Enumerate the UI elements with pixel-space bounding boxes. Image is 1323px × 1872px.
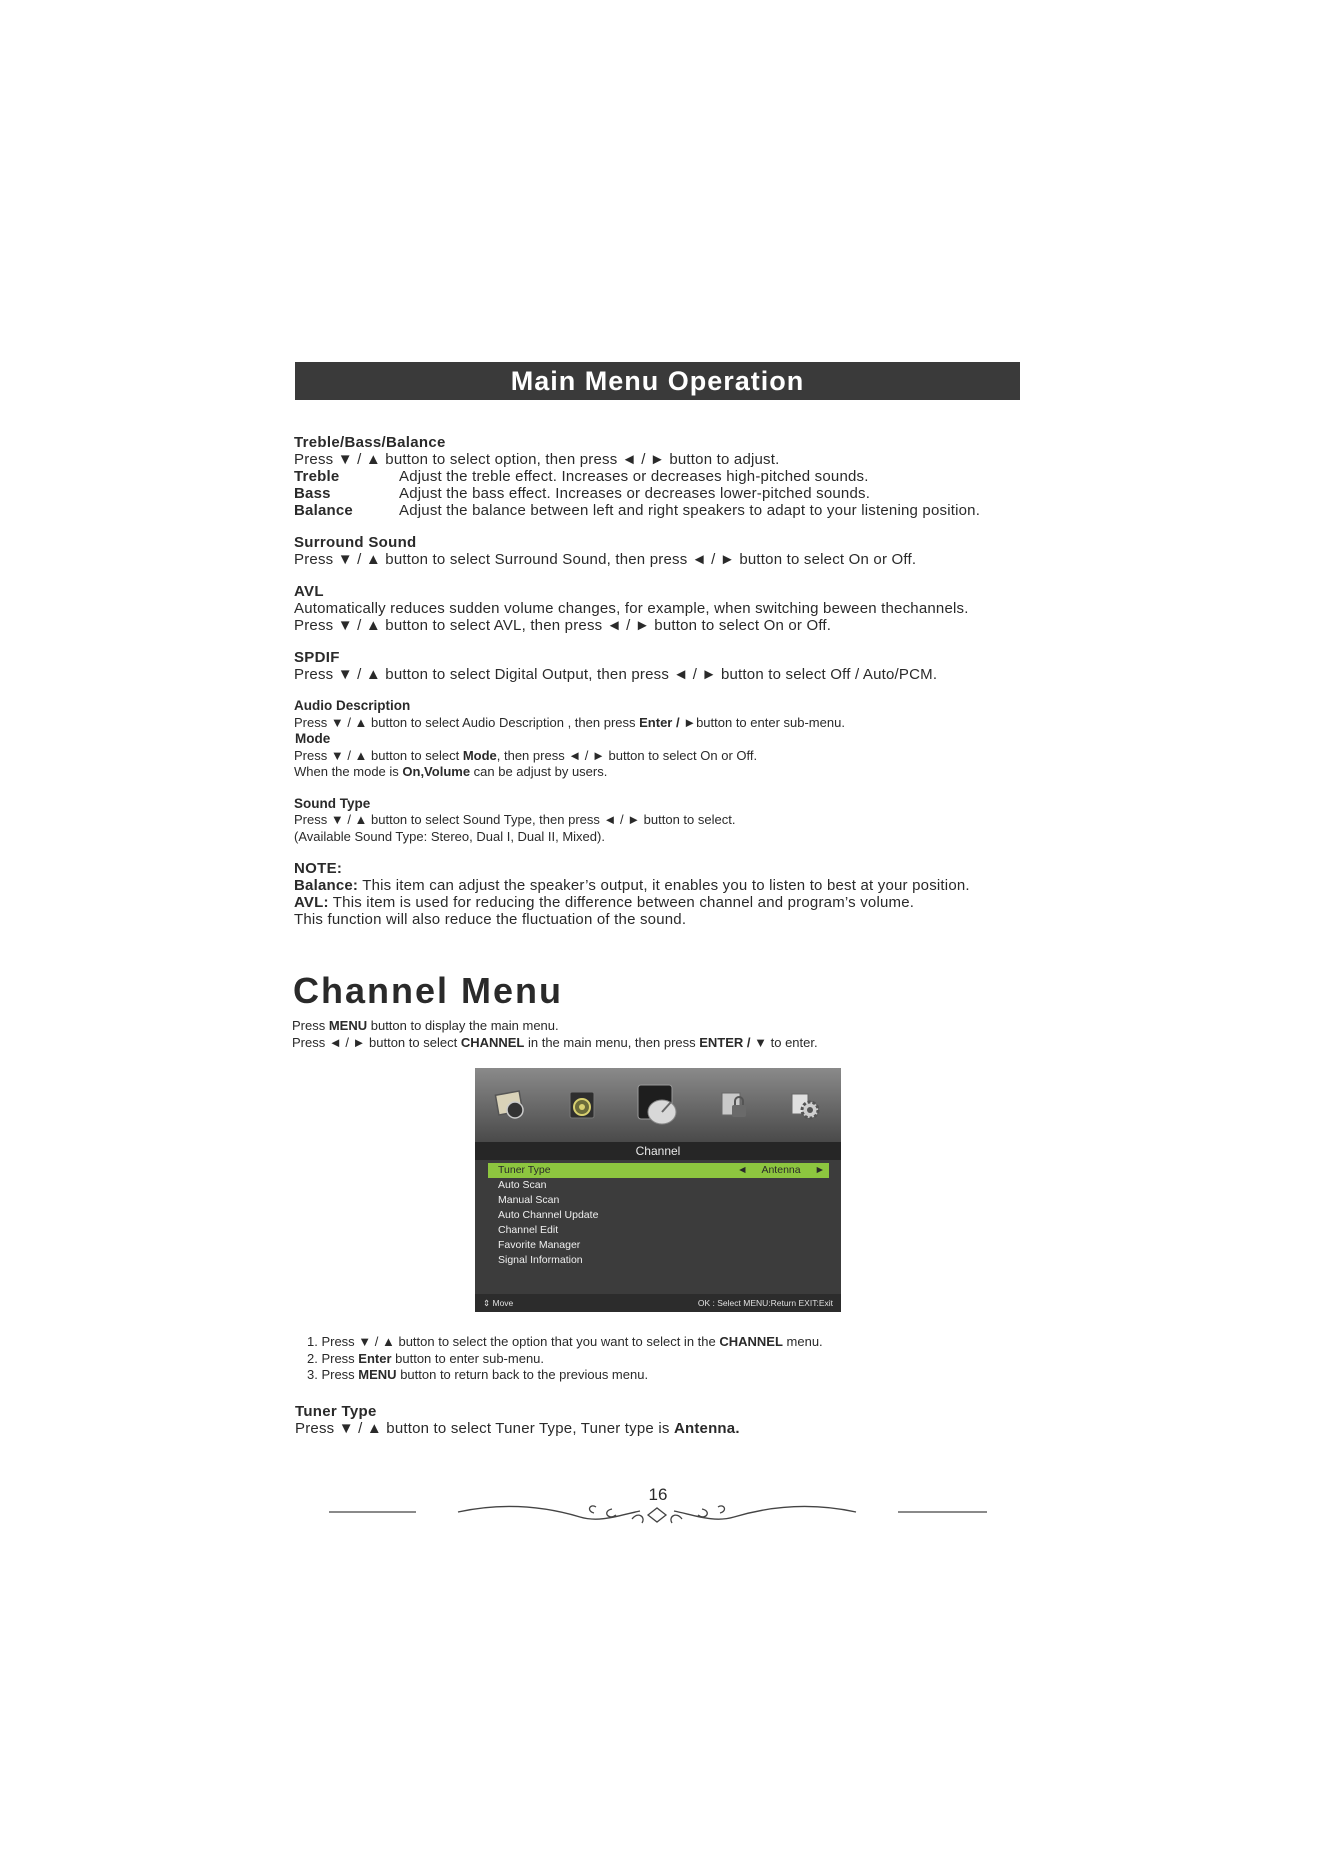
instruction-text: Press ◄ / ► button to select CHANNEL in the main menu, then press ENTER / ▼ to enter. bbox=[292, 1034, 818, 1050]
audio-settings-content bbox=[294, 434, 1034, 928]
note-section bbox=[294, 860, 1034, 928]
instruction-text: Press ▼ / ▲ button to select AVL, then press ◄ / ► button to select On or Off. bbox=[294, 617, 832, 634]
right-arrow-icon: ► bbox=[814, 1164, 825, 1176]
step-item: 1. Press ▼ / ▲ button to select the option that you want to select in the CHANNEL menu. bbox=[307, 1334, 823, 1349]
description-text: When the mode is On,Volume can be adjust by users. bbox=[294, 764, 608, 779]
tv-menu-item-auto-channel-update[interactable]: Auto Channel Update bbox=[498, 1209, 599, 1221]
tv-menu-item-label: Tuner Type bbox=[498, 1164, 551, 1176]
note-text: This function will also reduce the fluctuation of the sound. bbox=[294, 911, 687, 928]
description-text: (Available Sound Type: Stereo, Dual I, Dual II, Mixed). bbox=[294, 828, 605, 844]
instruction-text: Press ▼ / ▲ button to select Surround Sound, then press ◄ / ► button to select On or Off. bbox=[294, 551, 917, 568]
tv-menu-list bbox=[475, 1160, 841, 1268]
surround-sound-section bbox=[294, 534, 1034, 568]
section-header-bar: Main Menu Operation bbox=[295, 362, 1020, 400]
page-number: 16 bbox=[648, 1485, 668, 1504]
audio-description-section bbox=[294, 698, 1034, 781]
definition-row bbox=[294, 468, 1034, 485]
definition-text: Adjust the balance between left and right speakers to adapt to your listening position. bbox=[399, 502, 981, 519]
setup-gear-icon bbox=[787, 1087, 823, 1123]
definition-label: Bass bbox=[294, 485, 331, 502]
tv-menu-item-auto-scan[interactable]: Auto Scan bbox=[498, 1179, 547, 1191]
instruction-text: Press ▼ / ▲ button to select Mode, then press ◄ / ► button to select On or Off. bbox=[294, 747, 758, 763]
section-heading: Surround Sound bbox=[294, 534, 417, 551]
section-heading: Sound Type bbox=[294, 795, 371, 811]
instruction-text: Press ▼ / ▲ button to select option, then press ◄ / ► button to adjust. bbox=[294, 451, 780, 468]
channel-menu-title: Channel Menu bbox=[293, 970, 564, 1011]
menu-icon-bar bbox=[475, 1068, 841, 1142]
instruction-text: Press MENU button to display the main menu. bbox=[292, 1018, 559, 1033]
definition-row bbox=[294, 502, 1034, 519]
tv-menu-item-favorite-manager[interactable]: Favorite Manager bbox=[498, 1239, 581, 1251]
spdif-section bbox=[294, 649, 1034, 683]
definition-label: Treble bbox=[294, 468, 340, 485]
tuner-type-value bbox=[737, 1163, 825, 1178]
definition-text: Adjust the treble effect. Increases or decreases high-pitched sounds. bbox=[399, 468, 869, 485]
tv-channel-menu-screenshot bbox=[475, 1068, 841, 1312]
instruction-text: Press ▼ / ▲ button to select Tuner Type, Tuner type is Antenna. bbox=[295, 1420, 740, 1437]
tv-menu-item-channel-edit[interactable]: Channel Edit bbox=[498, 1224, 559, 1236]
definition-label: Balance bbox=[294, 502, 353, 519]
instruction-text: Press ▼ / ▲ button to select Audio Description , then press Enter / ►button to enter sub-menu. bbox=[294, 714, 845, 730]
treble-bass-balance-section bbox=[294, 434, 1034, 519]
footer-move-hint: ⇕ Move bbox=[483, 1298, 514, 1308]
lock-icon bbox=[716, 1087, 752, 1123]
section-heading: Tuner Type bbox=[295, 1403, 377, 1420]
section-heading: AVL bbox=[294, 583, 324, 600]
tv-menu-footer bbox=[475, 1294, 841, 1312]
sound-type-section bbox=[294, 796, 1034, 846]
channel-intro bbox=[292, 1018, 818, 1051]
tv-menu-item-manual-scan[interactable]: Manual Scan bbox=[498, 1194, 560, 1206]
description-text: Automatically reduces sudden volume changes, for example, when switching beween thechannels. bbox=[294, 600, 969, 617]
tuner-type-value-text: Antenna bbox=[761, 1164, 801, 1176]
channel-icon bbox=[635, 1082, 681, 1128]
instruction-text: Press ▼ / ▲ button to select Sound Type, then press ◄ / ► button to select. bbox=[294, 812, 736, 827]
note-balance: Balance: This item can adjust the speaker’s output, it enables you to listen to best at your position. bbox=[294, 877, 970, 894]
section-heading: Audio Description bbox=[294, 698, 411, 713]
tv-menu-item-signal-information[interactable]: Signal Information bbox=[498, 1254, 583, 1266]
left-arrow-icon: ◄ bbox=[737, 1164, 748, 1176]
step-item: 2. Press Enter button to enter sub-menu. bbox=[307, 1350, 545, 1366]
note-avl: AVL: This item is used for reducing the difference between channel and program’s volume. bbox=[294, 894, 915, 911]
section-heading: SPDIF bbox=[294, 649, 340, 666]
picture-icon bbox=[493, 1087, 529, 1123]
section-heading: Treble/Bass/Balance bbox=[294, 434, 446, 451]
tv-menu-title: Channel bbox=[475, 1142, 841, 1160]
footer-key-hints: OK : Select MENU:Return EXIT:Exit bbox=[697, 1298, 833, 1308]
mode-heading: Mode bbox=[295, 731, 331, 746]
instruction-text: Press ▼ / ▲ button to select Digital Output, then press ◄ / ► button to select Off / Auto/PCM. bbox=[294, 666, 938, 683]
tuner-type-section bbox=[295, 1403, 740, 1437]
avl-section bbox=[294, 583, 1034, 634]
tv-menu-item-tuner-type[interactable] bbox=[488, 1163, 829, 1178]
note-heading: NOTE: bbox=[294, 860, 343, 877]
definition-text: Adjust the bass effect. Increases or decreases lower-pitched sounds. bbox=[399, 485, 871, 502]
steps-list bbox=[307, 1334, 823, 1384]
sound-icon bbox=[564, 1087, 600, 1123]
step-item: 3. Press MENU button to return back to the previous menu. bbox=[307, 1367, 649, 1382]
definition-row bbox=[294, 485, 1034, 502]
